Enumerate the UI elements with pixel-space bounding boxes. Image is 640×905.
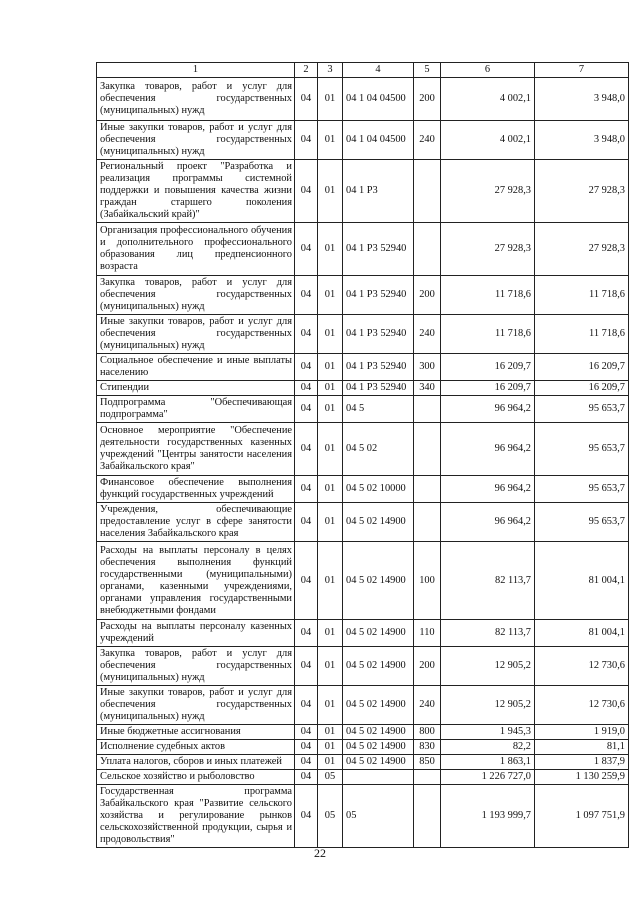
row-name-cell: Стипендии — [97, 381, 295, 396]
row-name-cell: Расходы на выплаты персоналу в целях обеспечения выполнения функций государственными (муниципальными) органами, казенными учреждениями, органами управления государственными внебюджетными фондами — [97, 542, 295, 620]
row-amount-year2-cell: 95 653,7 — [535, 476, 629, 503]
table-row — [97, 770, 629, 785]
row-amount-year1-cell: 11 718,6 — [441, 315, 535, 354]
row-amount-year2-cell: 95 653,7 — [535, 396, 629, 423]
row-target-article-cell: 04 5 02 14900 — [343, 647, 414, 686]
row-section-cell: 04 — [295, 770, 318, 785]
row-amount-year1-cell: 16 209,7 — [441, 381, 535, 396]
header-cell-4: 4 — [343, 63, 414, 78]
row-subsection-cell: 01 — [318, 121, 343, 160]
row-name-cell: Государственная программа Забайкальского края "Развитие сельского хозяйства и регулирование рынков сельскохозяйственной продукции, сырья и продовольствия" — [97, 785, 295, 848]
table-row — [97, 423, 629, 476]
row-section-cell: 04 — [295, 223, 318, 276]
row-subsection-cell: 05 — [318, 785, 343, 848]
row-amount-year1-cell: 27 928,3 — [441, 223, 535, 276]
page-number: 22 — [314, 846, 326, 860]
row-subsection-cell: 01 — [318, 396, 343, 423]
row-subsection-cell: 01 — [318, 78, 343, 121]
row-target-article-cell: 04 5 02 14900 — [343, 686, 414, 725]
row-expense-type-cell: 240 — [414, 315, 441, 354]
row-amount-year2-cell: 12 730,6 — [535, 686, 629, 725]
row-expense-type-cell: 100 — [414, 542, 441, 620]
row-expense-type-cell — [414, 160, 441, 223]
row-section-cell: 04 — [295, 647, 318, 686]
row-subsection-cell: 01 — [318, 725, 343, 740]
row-amount-year1-cell: 1 193 999,7 — [441, 785, 535, 848]
row-subsection-cell: 01 — [318, 620, 343, 647]
row-expense-type-cell — [414, 503, 441, 542]
budget-table — [96, 62, 629, 848]
row-amount-year2-cell: 81 004,1 — [535, 620, 629, 647]
header-cell-1: 1 — [97, 63, 295, 78]
row-expense-type-cell: 240 — [414, 121, 441, 160]
row-amount-year1-cell: 96 964,2 — [441, 423, 535, 476]
row-target-article-cell: 04 1 04 04500 — [343, 78, 414, 121]
row-name-cell: Иные закупки товаров, работ и услуг для обеспечения государственных (муниципальных) нужд — [97, 686, 295, 725]
table-row — [97, 381, 629, 396]
table-row — [97, 396, 629, 423]
table-row — [97, 160, 629, 223]
row-name-cell: Расходы на выплаты персоналу казенных учреждений — [97, 620, 295, 647]
row-section-cell: 04 — [295, 396, 318, 423]
table-row — [97, 315, 629, 354]
row-section-cell: 04 — [295, 423, 318, 476]
row-name-cell: Финансовое обеспечение выполнения функций государственных учреждений — [97, 476, 295, 503]
header-cell-5: 5 — [414, 63, 441, 78]
row-expense-type-cell — [414, 223, 441, 276]
row-section-cell: 04 — [295, 740, 318, 755]
row-target-article-cell: 04 5 02 14900 — [343, 725, 414, 740]
row-target-article-cell: 04 1 P3 52940 — [343, 315, 414, 354]
row-target-article-cell: 04 5 02 14900 — [343, 620, 414, 647]
row-section-cell: 04 — [295, 686, 318, 725]
row-amount-year2-cell: 16 209,7 — [535, 354, 629, 381]
row-target-article-cell: 04 1 P3 52940 — [343, 354, 414, 381]
row-target-article-cell: 04 1 P3 52940 — [343, 276, 414, 315]
row-amount-year1-cell: 82 113,7 — [441, 620, 535, 647]
row-name-cell: Иные бюджетные ассигнования — [97, 725, 295, 740]
row-subsection-cell: 01 — [318, 354, 343, 381]
row-subsection-cell: 01 — [318, 542, 343, 620]
table-row — [97, 542, 629, 620]
row-expense-type-cell: 240 — [414, 686, 441, 725]
row-subsection-cell: 01 — [318, 315, 343, 354]
table-row — [97, 725, 629, 740]
row-amount-year1-cell: 11 718,6 — [441, 276, 535, 315]
row-name-cell: Основное мероприятие "Обеспечение деятельности государственных казенных учреждений "Центры занятости населения Забайкальского края" — [97, 423, 295, 476]
row-expense-type-cell: 850 — [414, 755, 441, 770]
row-section-cell: 04 — [295, 78, 318, 121]
row-name-cell: Иные закупки товаров, работ и услуг для обеспечения государственных (муниципальных) нужд — [97, 315, 295, 354]
row-target-article-cell: 04 5 02 14900 — [343, 503, 414, 542]
row-subsection-cell: 01 — [318, 686, 343, 725]
row-amount-year2-cell: 3 948,0 — [535, 78, 629, 121]
table-row — [97, 785, 629, 848]
row-expense-type-cell — [414, 476, 441, 503]
row-expense-type-cell — [414, 785, 441, 848]
row-amount-year1-cell: 12 905,2 — [441, 686, 535, 725]
table-row — [97, 276, 629, 315]
row-name-cell: Социальное обеспечение и иные выплаты населению — [97, 354, 295, 381]
table-row — [97, 740, 629, 755]
row-amount-year2-cell: 1 097 751,9 — [535, 785, 629, 848]
row-amount-year2-cell: 12 730,6 — [535, 647, 629, 686]
row-name-cell: Уплата налогов, сборов и иных платежей — [97, 755, 295, 770]
row-section-cell: 04 — [295, 755, 318, 770]
row-section-cell: 04 — [295, 276, 318, 315]
row-target-article-cell: 04 5 02 14900 — [343, 755, 414, 770]
row-subsection-cell: 01 — [318, 423, 343, 476]
row-target-article-cell: 04 5 02 14900 — [343, 740, 414, 755]
row-expense-type-cell — [414, 770, 441, 785]
row-name-cell: Закупка товаров, работ и услуг для обеспечения государственных (муниципальных) нужд — [97, 647, 295, 686]
row-target-article-cell: 04 1 04 04500 — [343, 121, 414, 160]
row-target-article-cell: 05 — [343, 785, 414, 848]
row-amount-year1-cell: 16 209,7 — [441, 354, 535, 381]
row-name-cell: Региональный проект "Разработка и реализация программы системной поддержки и повышения качества жизни граждан старшего поколения (Забайкальский край)" — [97, 160, 295, 223]
table-row — [97, 354, 629, 381]
row-amount-year2-cell: 1 919,0 — [535, 725, 629, 740]
row-target-article-cell: 04 5 02 — [343, 423, 414, 476]
row-section-cell: 04 — [295, 725, 318, 740]
row-name-cell: Организация профессионального обучения и дополнительного профессионального образования лиц предпенсионного возраста — [97, 223, 295, 276]
row-name-cell: Подпрограмма "Обеспечивающая подпрограмма" — [97, 396, 295, 423]
header-cell-3: 3 — [318, 63, 343, 78]
row-target-article-cell: 04 1 P3 52940 — [343, 381, 414, 396]
row-section-cell: 04 — [295, 381, 318, 396]
row-section-cell: 04 — [295, 542, 318, 620]
row-section-cell: 04 — [295, 785, 318, 848]
row-section-cell: 04 — [295, 503, 318, 542]
row-section-cell: 04 — [295, 121, 318, 160]
row-section-cell: 04 — [295, 315, 318, 354]
row-amount-year2-cell: 95 653,7 — [535, 503, 629, 542]
header-cell-2: 2 — [295, 63, 318, 78]
row-section-cell: 04 — [295, 354, 318, 381]
row-expense-type-cell: 200 — [414, 647, 441, 686]
row-subsection-cell: 01 — [318, 381, 343, 396]
row-amount-year2-cell: 1 837,9 — [535, 755, 629, 770]
row-subsection-cell: 01 — [318, 503, 343, 542]
row-amount-year1-cell: 96 964,2 — [441, 476, 535, 503]
row-expense-type-cell — [414, 396, 441, 423]
row-amount-year2-cell: 3 948,0 — [535, 121, 629, 160]
row-subsection-cell: 01 — [318, 740, 343, 755]
row-subsection-cell: 01 — [318, 476, 343, 503]
row-amount-year1-cell: 96 964,2 — [441, 503, 535, 542]
row-expense-type-cell — [414, 423, 441, 476]
row-expense-type-cell: 300 — [414, 354, 441, 381]
row-amount-year2-cell: 27 928,3 — [535, 160, 629, 223]
row-name-cell: Исполнение судебных актов — [97, 740, 295, 755]
row-amount-year1-cell: 82 113,7 — [441, 542, 535, 620]
row-amount-year2-cell: 11 718,6 — [535, 315, 629, 354]
table-row — [97, 121, 629, 160]
row-subsection-cell: 01 — [318, 223, 343, 276]
row-amount-year1-cell: 82,2 — [441, 740, 535, 755]
row-expense-type-cell: 200 — [414, 78, 441, 121]
table-header-row — [97, 63, 629, 78]
row-subsection-cell: 01 — [318, 276, 343, 315]
row-expense-type-cell: 340 — [414, 381, 441, 396]
table-body — [97, 63, 629, 848]
row-expense-type-cell: 800 — [414, 725, 441, 740]
row-amount-year1-cell: 1 945,3 — [441, 725, 535, 740]
row-target-article-cell: 04 1 P3 52940 — [343, 223, 414, 276]
row-amount-year2-cell: 27 928,3 — [535, 223, 629, 276]
row-section-cell: 04 — [295, 160, 318, 223]
row-name-cell: Закупка товаров, работ и услуг для обеспечения государственных (муниципальных) нужд — [97, 78, 295, 121]
table-row — [97, 620, 629, 647]
row-amount-year2-cell: 81,1 — [535, 740, 629, 755]
row-expense-type-cell: 110 — [414, 620, 441, 647]
row-amount-year2-cell: 81 004,1 — [535, 542, 629, 620]
row-section-cell: 04 — [295, 476, 318, 503]
row-expense-type-cell: 830 — [414, 740, 441, 755]
row-amount-year2-cell: 11 718,6 — [535, 276, 629, 315]
row-subsection-cell: 01 — [318, 755, 343, 770]
row-amount-year1-cell: 12 905,2 — [441, 647, 535, 686]
row-target-article-cell: 04 5 02 10000 — [343, 476, 414, 503]
table-row — [97, 223, 629, 276]
row-name-cell: Закупка товаров, работ и услуг для обеспечения государственных (муниципальных) нужд — [97, 276, 295, 315]
table-row — [97, 476, 629, 503]
row-amount-year1-cell: 1 863,1 — [441, 755, 535, 770]
table-row — [97, 503, 629, 542]
row-name-cell: Сельское хозяйство и рыболовство — [97, 770, 295, 785]
row-target-article-cell: 04 5 02 14900 — [343, 542, 414, 620]
row-amount-year1-cell: 4 002,1 — [441, 78, 535, 121]
row-amount-year1-cell: 96 964,2 — [441, 396, 535, 423]
row-amount-year2-cell: 95 653,7 — [535, 423, 629, 476]
row-subsection-cell: 05 — [318, 770, 343, 785]
row-target-article-cell: 04 1 P3 — [343, 160, 414, 223]
row-name-cell: Иные закупки товаров, работ и услуг для обеспечения государственных (муниципальных) нужд — [97, 121, 295, 160]
header-cell-7: 7 — [535, 63, 629, 78]
row-target-article-cell: 04 5 — [343, 396, 414, 423]
row-amount-year1-cell: 1 226 727,0 — [441, 770, 535, 785]
row-subsection-cell: 01 — [318, 160, 343, 223]
table-row — [97, 686, 629, 725]
header-cell-6: 6 — [441, 63, 535, 78]
row-amount-year2-cell: 1 130 259,9 — [535, 770, 629, 785]
row-expense-type-cell: 200 — [414, 276, 441, 315]
table-row — [97, 647, 629, 686]
row-amount-year1-cell: 4 002,1 — [441, 121, 535, 160]
row-amount-year1-cell: 27 928,3 — [441, 160, 535, 223]
table-row — [97, 78, 629, 121]
row-target-article-cell — [343, 770, 414, 785]
row-section-cell: 04 — [295, 620, 318, 647]
row-name-cell: Учреждения, обеспечивающие предоставление услуг в сфере занятости населения Забайкальского края — [97, 503, 295, 542]
table-row — [97, 755, 629, 770]
row-subsection-cell: 01 — [318, 647, 343, 686]
row-amount-year2-cell: 16 209,7 — [535, 381, 629, 396]
